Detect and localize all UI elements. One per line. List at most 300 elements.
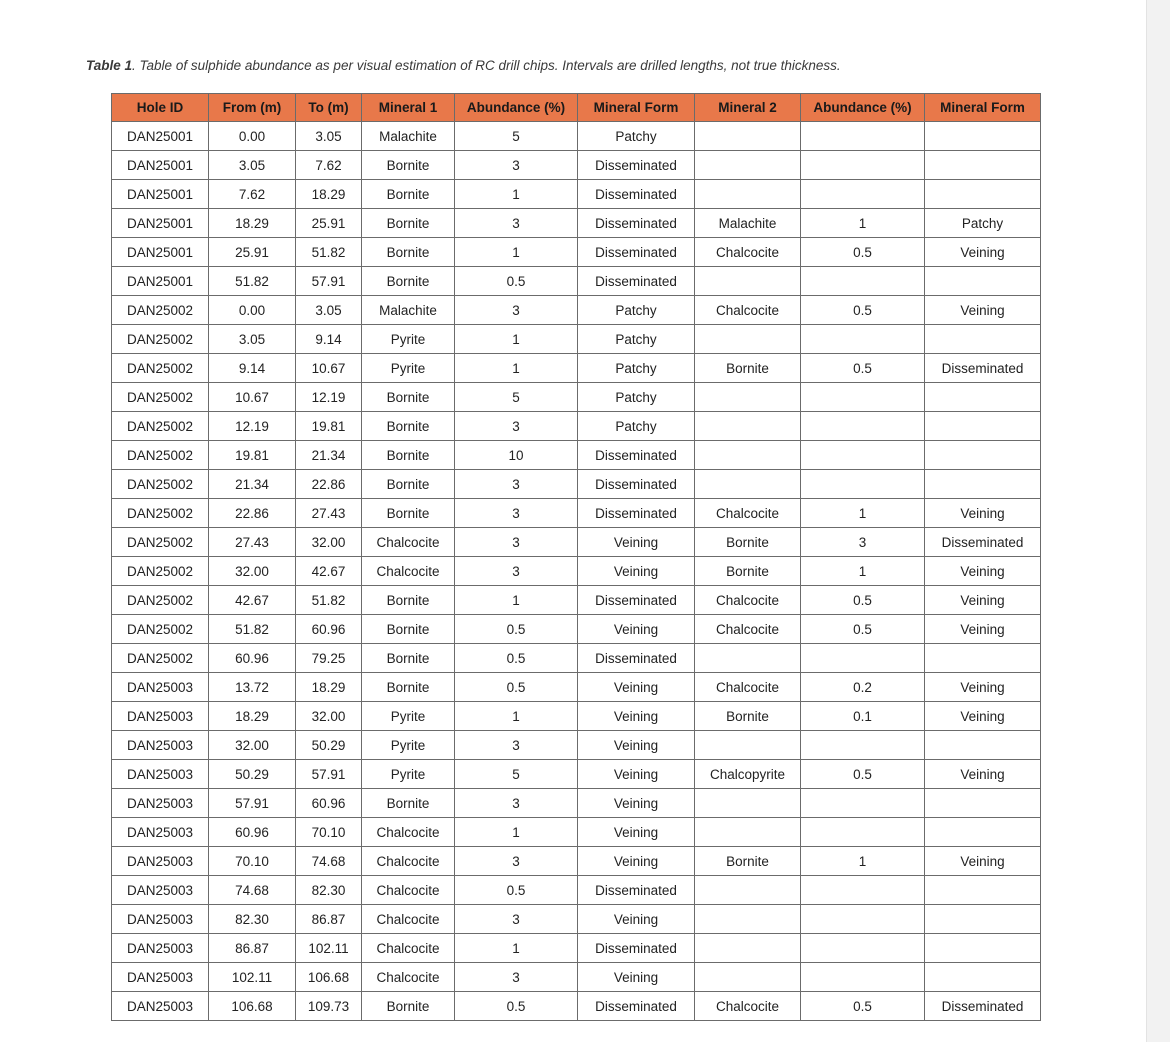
table-row: [112, 702, 1041, 731]
table-cell: Disseminated: [578, 499, 695, 528]
table-cell: 1: [455, 238, 578, 267]
table-cell: DAN25003: [112, 905, 209, 934]
column-header: Mineral Form: [925, 94, 1041, 122]
table-cell: Chalcocite: [695, 586, 801, 615]
table-row: [112, 905, 1041, 934]
table-cell: 0.00: [209, 296, 296, 325]
table-cell: [695, 325, 801, 354]
table-cell: Disseminated: [578, 267, 695, 296]
caption-label: Table 1: [86, 58, 133, 73]
table-cell: Malachite: [362, 296, 455, 325]
table-cell: Chalcocite: [695, 615, 801, 644]
table-cell: [695, 180, 801, 209]
table-cell: 10.67: [209, 383, 296, 412]
table-cell: [925, 122, 1041, 151]
caption-text: . Table of sulphide abundance as per visual estimation of RC drill chips. Intervals are drilled lengths, not true thickness.: [132, 58, 841, 73]
table-cell: Bornite: [362, 615, 455, 644]
table-cell: 50.29: [296, 731, 362, 760]
table-cell: 0.2: [801, 673, 925, 702]
table-cell: DAN25002: [112, 586, 209, 615]
table-cell: 51.82: [209, 267, 296, 296]
table-cell: 60.96: [209, 818, 296, 847]
table-row: [112, 615, 1041, 644]
table-cell: 3: [455, 151, 578, 180]
table-row: [112, 354, 1041, 383]
table-cell: Chalcocite: [362, 963, 455, 992]
table-row: [112, 586, 1041, 615]
table-cell: 3: [455, 731, 578, 760]
table-cell: 5: [455, 760, 578, 789]
table-cell: [925, 644, 1041, 673]
table-cell: [695, 876, 801, 905]
table-cell: [695, 412, 801, 441]
table-cell: Veining: [578, 905, 695, 934]
table-cell: [801, 267, 925, 296]
table-row: [112, 238, 1041, 267]
table-cell: 74.68: [296, 847, 362, 876]
table-cell: Disseminated: [578, 209, 695, 238]
table-cell: Veining: [578, 731, 695, 760]
table-cell: Pyrite: [362, 731, 455, 760]
table-cell: 3: [455, 963, 578, 992]
table-cell: 60.96: [296, 789, 362, 818]
table-cell: Veining: [578, 673, 695, 702]
table-cell: 0.5: [801, 992, 925, 1021]
table-row: [112, 789, 1041, 818]
table-cell: 25.91: [296, 209, 362, 238]
table-cell: Bornite: [362, 412, 455, 441]
table-row: [112, 731, 1041, 760]
table-cell: 0.5: [801, 238, 925, 267]
table-cell: 0.5: [801, 354, 925, 383]
table-cell: 3: [455, 847, 578, 876]
table-row: [112, 876, 1041, 905]
table-cell: Disseminated: [578, 644, 695, 673]
table-cell: 1: [455, 702, 578, 731]
table-cell: 3: [455, 905, 578, 934]
page-edge: [1146, 0, 1170, 1042]
table-cell: 13.72: [209, 673, 296, 702]
table-cell: DAN25002: [112, 528, 209, 557]
table-cell: DAN25001: [112, 122, 209, 151]
table-cell: [695, 383, 801, 412]
table-cell: 21.34: [209, 470, 296, 499]
column-header: Mineral Form: [578, 94, 695, 122]
table-cell: [695, 470, 801, 499]
table-cell: 51.82: [296, 586, 362, 615]
table-cell: Bornite: [362, 789, 455, 818]
table-cell: 0.5: [801, 296, 925, 325]
table-row: [112, 296, 1041, 325]
table-cell: Veining: [925, 238, 1041, 267]
table-cell: [925, 876, 1041, 905]
column-header: Hole ID: [112, 94, 209, 122]
table-cell: Bornite: [362, 992, 455, 1021]
table-cell: [801, 180, 925, 209]
table-row: [112, 441, 1041, 470]
table-cell: Disseminated: [925, 528, 1041, 557]
table-cell: DAN25003: [112, 847, 209, 876]
table-row: [112, 644, 1041, 673]
table-cell: [801, 383, 925, 412]
table-cell: Patchy: [578, 325, 695, 354]
table-cell: 19.81: [209, 441, 296, 470]
table-cell: DAN25003: [112, 731, 209, 760]
table-cell: DAN25002: [112, 383, 209, 412]
table-cell: 3.05: [209, 325, 296, 354]
table-cell: [695, 934, 801, 963]
table-cell: Veining: [578, 702, 695, 731]
table-cell: [925, 383, 1041, 412]
table-row: [112, 180, 1041, 209]
table-cell: Disseminated: [578, 992, 695, 1021]
table-cell: Chalcopyrite: [695, 760, 801, 789]
table-cell: Veining: [578, 615, 695, 644]
table-cell: Bornite: [695, 354, 801, 383]
table-row: [112, 760, 1041, 789]
table-cell: Pyrite: [362, 325, 455, 354]
table-cell: Patchy: [925, 209, 1041, 238]
table-row: [112, 383, 1041, 412]
table-cell: 0.5: [455, 992, 578, 1021]
table-cell: Disseminated: [578, 180, 695, 209]
table-cell: DAN25003: [112, 702, 209, 731]
table-cell: 7.62: [209, 180, 296, 209]
table-cell: [801, 876, 925, 905]
table-cell: [695, 963, 801, 992]
table-cell: [925, 731, 1041, 760]
table-cell: 5: [455, 122, 578, 151]
table-row: [112, 528, 1041, 557]
table-row: [112, 818, 1041, 847]
table-row: [112, 847, 1041, 876]
table-cell: Disseminated: [925, 992, 1041, 1021]
table-cell: [801, 789, 925, 818]
table-cell: Disseminated: [578, 470, 695, 499]
table-cell: Chalcocite: [362, 934, 455, 963]
table-cell: Veining: [925, 615, 1041, 644]
table-cell: 70.10: [296, 818, 362, 847]
table-cell: Bornite: [362, 470, 455, 499]
table-cell: DAN25003: [112, 934, 209, 963]
table-cell: DAN25002: [112, 325, 209, 354]
table-cell: 3.05: [296, 122, 362, 151]
table-cell: Bornite: [362, 441, 455, 470]
table-cell: Chalcocite: [695, 673, 801, 702]
table-cell: DAN25003: [112, 992, 209, 1021]
table-cell: 21.34: [296, 441, 362, 470]
table-cell: 0.1: [801, 702, 925, 731]
table-cell: [925, 151, 1041, 180]
table-cell: Patchy: [578, 383, 695, 412]
table-cell: [925, 180, 1041, 209]
table-cell: [801, 441, 925, 470]
table-cell: 82.30: [209, 905, 296, 934]
table-cell: Patchy: [578, 354, 695, 383]
table-cell: Disseminated: [925, 354, 1041, 383]
table-cell: [695, 818, 801, 847]
table-cell: Bornite: [695, 702, 801, 731]
table-row: [112, 209, 1041, 238]
table-cell: Pyrite: [362, 354, 455, 383]
table-cell: [925, 934, 1041, 963]
table-row: [112, 267, 1041, 296]
table-cell: 3.05: [296, 296, 362, 325]
table-cell: [925, 441, 1041, 470]
table-cell: 1: [455, 180, 578, 209]
table-cell: 3: [455, 557, 578, 586]
table-cell: Chalcocite: [695, 296, 801, 325]
table-cell: Bornite: [362, 383, 455, 412]
table-cell: Veining: [578, 760, 695, 789]
table-cell: [801, 325, 925, 354]
table-cell: Bornite: [695, 528, 801, 557]
table-cell: Veining: [578, 818, 695, 847]
table-cell: [925, 267, 1041, 296]
table-cell: [695, 151, 801, 180]
table-cell: 32.00: [209, 731, 296, 760]
table-cell: 18.29: [296, 673, 362, 702]
table-cell: 0.5: [801, 615, 925, 644]
table-cell: [801, 934, 925, 963]
table-cell: 0.5: [455, 267, 578, 296]
table-cell: Chalcocite: [695, 499, 801, 528]
table-cell: 3: [801, 528, 925, 557]
table-cell: 0.5: [801, 760, 925, 789]
table-cell: [801, 470, 925, 499]
table-cell: Bornite: [695, 557, 801, 586]
table-cell: 7.62: [296, 151, 362, 180]
table-cell: [801, 122, 925, 151]
table-cell: [925, 818, 1041, 847]
table-cell: DAN25003: [112, 673, 209, 702]
table-cell: DAN25003: [112, 818, 209, 847]
table-cell: 0.5: [801, 586, 925, 615]
table-cell: [695, 789, 801, 818]
column-header: Mineral 2: [695, 94, 801, 122]
table-cell: Bornite: [362, 267, 455, 296]
table-cell: 50.29: [209, 760, 296, 789]
table-cell: Disseminated: [578, 876, 695, 905]
table-cell: 70.10: [209, 847, 296, 876]
table-cell: DAN25003: [112, 789, 209, 818]
sulphide-abundance-table: [111, 93, 1041, 1021]
table-cell: 74.68: [209, 876, 296, 905]
table-cell: [925, 412, 1041, 441]
table-row: [112, 325, 1041, 354]
table-cell: 1: [801, 847, 925, 876]
table-cell: Bornite: [362, 586, 455, 615]
table-cell: Pyrite: [362, 760, 455, 789]
table-cell: DAN25003: [112, 760, 209, 789]
column-header: Mineral 1: [362, 94, 455, 122]
table-cell: 1: [455, 818, 578, 847]
table-cell: 32.00: [296, 528, 362, 557]
table-body: [112, 122, 1041, 1021]
table-cell: 102.11: [209, 963, 296, 992]
table-cell: Veining: [925, 673, 1041, 702]
table-cell: [695, 644, 801, 673]
table-cell: Chalcocite: [695, 992, 801, 1021]
table-cell: 1: [801, 557, 925, 586]
table-cell: [695, 122, 801, 151]
table-cell: Veining: [925, 296, 1041, 325]
table-cell: 86.87: [296, 905, 362, 934]
table-cell: Pyrite: [362, 702, 455, 731]
table-cell: 19.81: [296, 412, 362, 441]
table-cell: [801, 412, 925, 441]
table-cell: [925, 789, 1041, 818]
table-cell: Bornite: [362, 499, 455, 528]
table-cell: 1: [801, 499, 925, 528]
table-row: [112, 963, 1041, 992]
table-cell: Veining: [925, 847, 1041, 876]
table-cell: Chalcocite: [362, 847, 455, 876]
table-cell: Bornite: [362, 673, 455, 702]
table-row: [112, 992, 1041, 1021]
table-cell: DAN25002: [112, 557, 209, 586]
table-cell: DAN25002: [112, 644, 209, 673]
table-cell: 3: [455, 789, 578, 818]
table-row: [112, 412, 1041, 441]
table-cell: [801, 644, 925, 673]
table-cell: Disseminated: [578, 151, 695, 180]
table-cell: 10: [455, 441, 578, 470]
table-cell: Patchy: [578, 412, 695, 441]
table-row: [112, 470, 1041, 499]
column-header: Abundance (%): [801, 94, 925, 122]
table-cell: DAN25002: [112, 441, 209, 470]
table-cell: 3: [455, 528, 578, 557]
table-cell: Veining: [578, 963, 695, 992]
table-cell: Veining: [578, 847, 695, 876]
table-cell: DAN25002: [112, 470, 209, 499]
table-cell: 5: [455, 383, 578, 412]
table-row: [112, 151, 1041, 180]
table-cell: 1: [455, 325, 578, 354]
table-cell: 0.5: [455, 615, 578, 644]
table-cell: 60.96: [209, 644, 296, 673]
table-cell: Patchy: [578, 296, 695, 325]
table-cell: [801, 963, 925, 992]
table-cell: 22.86: [209, 499, 296, 528]
table-cell: 1: [455, 586, 578, 615]
table-cell: 3: [455, 470, 578, 499]
table-cell: 18.29: [209, 702, 296, 731]
table-cell: 22.86: [296, 470, 362, 499]
table-cell: Bornite: [362, 238, 455, 267]
table-cell: DAN25003: [112, 876, 209, 905]
table-cell: DAN25001: [112, 209, 209, 238]
table-cell: [695, 905, 801, 934]
table-cell: Veining: [925, 702, 1041, 731]
table-cell: [801, 731, 925, 760]
table-cell: Disseminated: [578, 441, 695, 470]
table-cell: DAN25003: [112, 963, 209, 992]
table-cell: 0.5: [455, 876, 578, 905]
table-cell: DAN25001: [112, 267, 209, 296]
table-cell: 51.82: [209, 615, 296, 644]
table-cell: DAN25002: [112, 354, 209, 383]
table-cell: 57.91: [209, 789, 296, 818]
table-cell: Chalcocite: [362, 528, 455, 557]
column-header: Abundance (%): [455, 94, 578, 122]
table-row: [112, 557, 1041, 586]
table-cell: 79.25: [296, 644, 362, 673]
table-cell: Bornite: [695, 847, 801, 876]
table-cell: Chalcocite: [362, 557, 455, 586]
table-caption: [86, 58, 841, 73]
table-cell: Patchy: [578, 122, 695, 151]
table-cell: 1: [801, 209, 925, 238]
table-cell: 3: [455, 499, 578, 528]
table-cell: DAN25001: [112, 151, 209, 180]
table-cell: Veining: [925, 586, 1041, 615]
table-cell: 25.91: [209, 238, 296, 267]
table-cell: Bornite: [362, 644, 455, 673]
table-cell: Bornite: [362, 180, 455, 209]
table-cell: 32.00: [209, 557, 296, 586]
table-cell: 27.43: [296, 499, 362, 528]
table-cell: 0.5: [455, 673, 578, 702]
table-cell: Chalcocite: [362, 818, 455, 847]
table-cell: 0.00: [209, 122, 296, 151]
table-cell: Veining: [578, 789, 695, 818]
table-cell: 1: [455, 934, 578, 963]
table-cell: Disseminated: [578, 586, 695, 615]
table-header-row: [112, 94, 1041, 122]
table-cell: Bornite: [362, 209, 455, 238]
table-cell: DAN25002: [112, 412, 209, 441]
table-row: [112, 934, 1041, 963]
table-cell: [695, 441, 801, 470]
table-cell: 3: [455, 296, 578, 325]
table-cell: 12.19: [296, 383, 362, 412]
table-cell: Chalcocite: [695, 238, 801, 267]
table-cell: Veining: [925, 557, 1041, 586]
table-cell: 60.96: [296, 615, 362, 644]
table-cell: 102.11: [296, 934, 362, 963]
table-cell: [925, 963, 1041, 992]
table-cell: Chalcocite: [362, 905, 455, 934]
table-cell: 42.67: [209, 586, 296, 615]
table-cell: 57.91: [296, 760, 362, 789]
table-cell: [925, 325, 1041, 354]
table-cell: 27.43: [209, 528, 296, 557]
table-cell: DAN25002: [112, 296, 209, 325]
table-cell: DAN25001: [112, 238, 209, 267]
table-row: [112, 499, 1041, 528]
table-cell: 32.00: [296, 702, 362, 731]
table-cell: Malachite: [362, 122, 455, 151]
table-cell: Disseminated: [578, 238, 695, 267]
table-cell: Veining: [578, 528, 695, 557]
table-cell: 18.29: [296, 180, 362, 209]
table-cell: 106.68: [209, 992, 296, 1021]
table-cell: [695, 267, 801, 296]
table-cell: 1: [455, 354, 578, 383]
table-cell: 0.5: [455, 644, 578, 673]
table-cell: Chalcocite: [362, 876, 455, 905]
table-cell: 86.87: [209, 934, 296, 963]
table-cell: 3: [455, 209, 578, 238]
table-cell: DAN25002: [112, 615, 209, 644]
column-header: To (m): [296, 94, 362, 122]
table-cell: 9.14: [296, 325, 362, 354]
table-cell: Bornite: [362, 151, 455, 180]
table-cell: [925, 905, 1041, 934]
table-cell: 109.73: [296, 992, 362, 1021]
